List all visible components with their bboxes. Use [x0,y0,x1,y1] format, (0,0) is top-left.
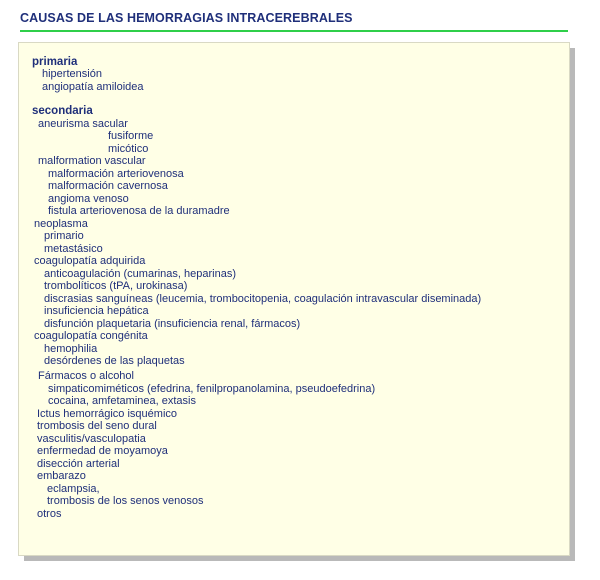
secundaria-item: trombosis del seno dural [37,420,157,432]
secundaria-item: enfermedad de moyamoya [37,445,168,457]
embarazo-label: embarazo [37,470,86,482]
malformation-item: malformación cavernosa [48,180,168,192]
aneurisma-label: aneurisma sacular [38,118,128,130]
primaria-heading: primaria [32,56,78,68]
embarazo-item: trombosis de los senos venosos [47,495,204,507]
title-divider [20,30,568,32]
farmacos-item: simpaticomiméticos (efedrina, fenilpropanolamina, pseudoefedrina) [48,383,376,395]
coag-adquirida-label: coagulopatía adquirida [34,255,146,267]
coag-adquirida-item: trombolíticos (tPA, urokinasa) [44,280,188,292]
coag-congenita-item: hemophilia [44,343,98,355]
page-title: CAUSAS DE LAS HEMORRAGIAS INTRACEREBRALES [20,11,353,25]
aneurisma-subtype: micótico [108,143,149,155]
neoplasma-item: metastásico [44,243,103,255]
coag-adquirida-item: insuficiencia hepática [44,305,149,317]
malformation-item: angioma venoso [48,193,129,205]
malformation-item: fistula arteriovenosa de la duramadre [48,205,230,217]
primaria-item: hipertensión [42,68,102,80]
coag-adquirida-item: disfunción plaquetaria (insuficiencia renal, fármacos) [44,318,301,330]
coag-congenita-item: desórdenes de las plaquetas [44,355,185,367]
card-shadow-right [570,48,575,561]
secundaria-item: Ictus hemorrágico isquémico [37,408,178,420]
primaria-item: angiopatía amiloidea [42,81,144,93]
secundaria-item: disección arterial [37,458,120,470]
neoplasma-label: neoplasma [34,218,88,230]
neoplasma-item: primario [44,230,84,242]
card-shadow-bottom [24,556,575,561]
malformation-label: malformation vascular [38,155,146,167]
otros-item: otros [37,508,62,520]
farmacos-item: cocaina, amfetaminea, extasis [48,395,196,407]
secundaria-heading: secondaria [32,105,93,117]
aneurisma-subtype: fusiforme [108,130,154,142]
farmacos-label: Fármacos o alcohol [38,370,134,382]
coag-congenita-label: coagulopatía congénita [34,330,148,342]
embarazo-item: eclampsia, [47,483,100,495]
coag-adquirida-item: anticoagulación (cumarinas, heparinas) [44,268,236,280]
malformation-item: malformación arteriovenosa [48,168,184,180]
secundaria-item: vasculitis/vasculopatia [37,433,146,445]
coag-adquirida-item: discrasias sanguíneas (leucemia, trombocitopenia, coagulación intravascular diseminada) [44,293,482,305]
